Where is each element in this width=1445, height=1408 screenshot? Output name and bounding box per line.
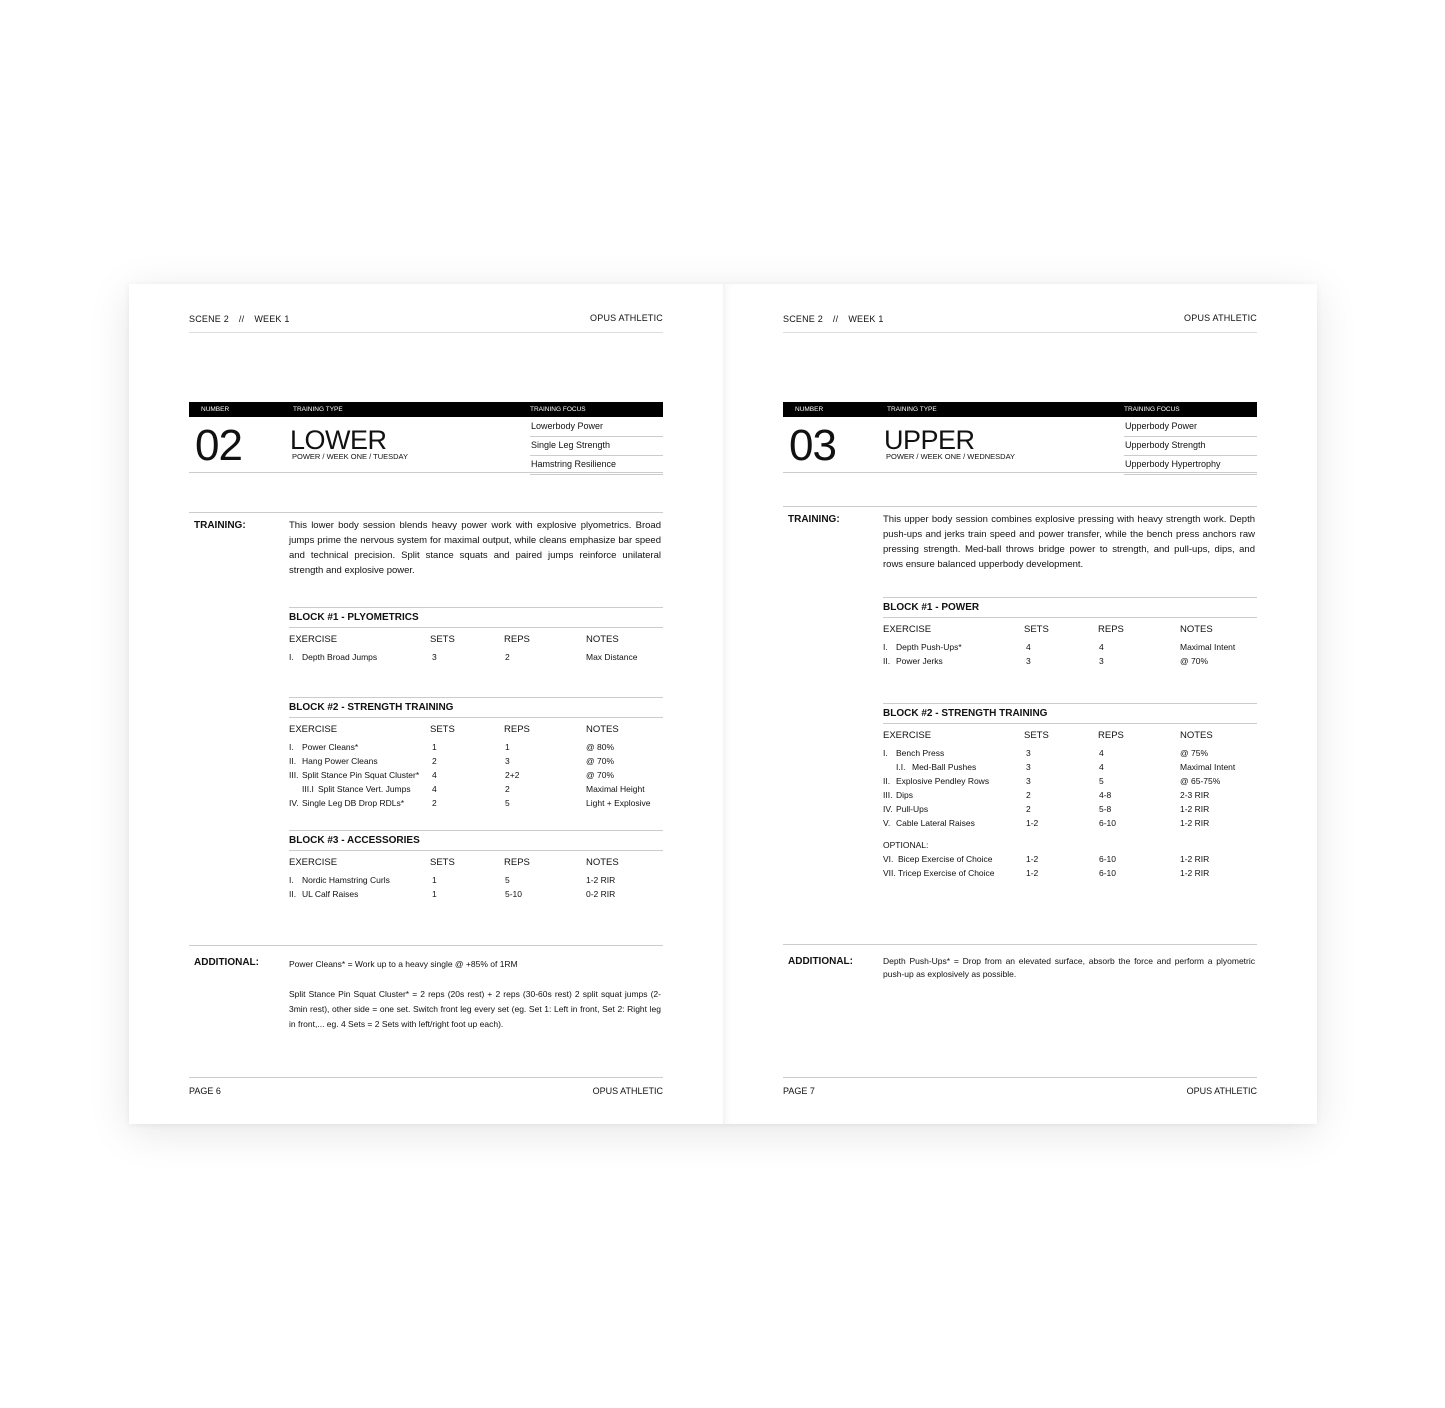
column-header-row — [883, 724, 1257, 746]
page-footer — [189, 1077, 663, 1098]
exercise-sets: 2 — [432, 798, 437, 808]
exercise-name: Pull-Ups — [896, 804, 929, 814]
exercise-number: IV. — [883, 804, 893, 814]
additional-note: Depth Push-Ups* = Drop from an elevated surface, absorb the force and perform a plyometric push-up as explosively as possible. — [883, 956, 1255, 979]
exercise-notes: Light + Explosive — [586, 798, 651, 808]
col-exercise: EXERCISE — [289, 634, 338, 645]
divider — [189, 472, 663, 473]
exercise-name: Bench Press — [896, 748, 945, 758]
brand-label: OPUS ATHLETIC — [1184, 313, 1257, 323]
brand-label: OPUS ATHLETIC — [590, 313, 663, 323]
focus-list — [1124, 418, 1257, 475]
divider — [783, 472, 1257, 473]
exercise-number: I.I. — [896, 762, 906, 772]
col-notes: NOTES — [1180, 730, 1213, 741]
exercise-notes: @ 70% — [586, 770, 615, 780]
exercise-sets: 4 — [1026, 642, 1031, 652]
col-reps: REPS — [504, 857, 530, 868]
page-number: PAGE 7 — [783, 1086, 815, 1096]
col-notes: NOTES — [586, 857, 619, 868]
exercise-reps: 2 — [505, 652, 510, 662]
header-separator: // — [238, 314, 245, 324]
col-reps: REPS — [504, 724, 530, 735]
exercise-row — [289, 740, 663, 754]
col-exercise: EXERCISE — [289, 857, 338, 868]
exercise-reps: 5 — [505, 798, 510, 808]
exercise-notes: @ 70% — [1180, 656, 1209, 666]
focus-item: Hamstring Resilience — [530, 456, 663, 475]
page-right — [723, 284, 1317, 1124]
block-title: BLOCK #1 - POWER — [883, 597, 1257, 618]
exercise-name: Depth Push-Ups* — [896, 642, 962, 652]
exercise-name: Bicep Exercise of Choice — [898, 854, 993, 864]
additional-label: ADDITIONAL: — [194, 957, 259, 968]
additional-note: Split Stance Pin Squat Cluster* = 2 reps (20s rest) + 2 reps (30-60s rest) 2 split squat jumps (2-3min rest), other side = one set. Switch front leg every set (eg. Set 1: Left in front, Set 2: Right leg in front,... eg. 4 Sets = 2 Sets with left/right foot up each). — [289, 989, 661, 1029]
exercise-sets: 4 — [432, 784, 437, 794]
brand-label: OPUS ATHLETIC — [1186, 1086, 1257, 1096]
exercise-number: III. — [883, 790, 893, 800]
session-id-bar — [189, 402, 663, 417]
session-title: UPPER — [884, 425, 975, 455]
page-header — [783, 312, 1257, 333]
exercise-notes: 1-2 RIR — [586, 875, 616, 885]
bar-focus-label: TRAINING FOCUS — [530, 406, 586, 413]
exercise-number: IV. — [289, 798, 299, 808]
exercise-notes: 1-2 RIR — [1180, 804, 1210, 814]
col-reps: REPS — [1098, 730, 1124, 741]
booklet-spread — [129, 284, 1317, 1124]
column-header-row — [289, 718, 663, 740]
page-footer — [783, 1077, 1257, 1098]
block-title: BLOCK #1 - PLYOMETRICS — [289, 607, 663, 628]
col-sets: SETS — [1024, 730, 1049, 741]
bar-type-label: TRAINING TYPE — [887, 406, 937, 413]
training-label: TRAINING: — [194, 520, 246, 531]
exercise-block — [883, 703, 1257, 880]
divider — [783, 506, 1257, 507]
focus-item: Lowerbody Power — [530, 418, 663, 437]
exercise-notes: Maximal Height — [586, 784, 645, 794]
block-title: BLOCK #3 - ACCESSORIES — [289, 830, 663, 851]
exercise-sets: 1 — [432, 889, 437, 899]
exercise-block — [289, 830, 663, 901]
exercise-number: V. — [883, 818, 891, 828]
session-subtitle: POWER / WEEK ONE / WEDNESDAY — [886, 452, 1016, 461]
exercise-number: II. — [289, 756, 297, 766]
column-header-row — [289, 628, 663, 650]
training-label: TRAINING: — [788, 514, 840, 525]
exercise-reps: 6-10 — [1099, 854, 1117, 864]
exercise-sets: 3 — [432, 652, 437, 662]
exercise-sets: 3 — [1026, 748, 1031, 758]
bar-focus-label: TRAINING FOCUS — [1124, 406, 1180, 413]
week-label: WEEK 1 — [254, 314, 290, 324]
exercise-reps: 6-10 — [1099, 818, 1117, 828]
exercise-notes: 2-3 RIR — [1180, 790, 1210, 800]
training-description: This upper body session combines explosive pressing with heavy strength work. Depth push-ups and jerks train speed and power transfer, while the bench press anchors raw pressing strength. Med-ball throws bridge power to strength, and pull-ups, dips, and rows ensure balanced upperbody development. — [883, 514, 1255, 570]
page-left — [129, 284, 723, 1124]
page-header — [189, 312, 663, 333]
additional-notes — [289, 957, 661, 1047]
block-title: BLOCK #2 - STRENGTH TRAINING — [289, 697, 663, 718]
exercise-number: I. — [883, 748, 888, 758]
exercise-row — [289, 796, 663, 810]
exercise-sets: 1-2 — [1026, 818, 1039, 828]
divider — [189, 945, 663, 946]
col-exercise: EXERCISE — [289, 724, 338, 735]
training-description: This lower body session blends heavy power work with explosive plyometrics. Broad jumps prime the nervous system for maximal output, while cleans emphasize bar speed and technical precision. Split stance squats and paired jumps reinforce unilateral strength and explosive power. — [289, 520, 661, 576]
exercise-row — [289, 768, 663, 782]
exercise-name: Power Cleans* — [302, 742, 359, 752]
exercise-name: Split Stance Vert. Jumps — [318, 784, 411, 794]
exercise-name: Split Stance Pin Squat Cluster* — [302, 770, 420, 780]
divider — [783, 944, 1257, 945]
col-sets: SETS — [1024, 624, 1049, 635]
exercise-row — [883, 866, 1257, 880]
exercise-sets: 1 — [432, 875, 437, 885]
exercise-row — [883, 802, 1257, 816]
bar-type-label: TRAINING TYPE — [293, 406, 343, 413]
exercise-notes: 1-2 RIR — [1180, 868, 1210, 878]
exercise-notes: 1-2 RIR — [1180, 854, 1210, 864]
page-number: PAGE 6 — [189, 1086, 221, 1096]
exercise-reps: 5-8 — [1099, 804, 1112, 814]
scene-label: SCENE 2 — [189, 314, 229, 324]
header-separator: // — [832, 314, 839, 324]
column-header-row — [883, 618, 1257, 640]
exercise-notes: 1-2 RIR — [1180, 818, 1210, 828]
block-title: BLOCK #2 - STRENGTH TRAINING — [883, 703, 1257, 724]
col-sets: SETS — [430, 857, 455, 868]
exercise-number: I. — [289, 742, 294, 752]
exercise-name: Explosive Pendley Rows — [896, 776, 990, 786]
exercise-notes: @ 65-75% — [1180, 776, 1221, 786]
exercise-reps: 6-10 — [1099, 868, 1117, 878]
col-sets: SETS — [430, 724, 455, 735]
exercise-row — [289, 782, 663, 796]
col-reps: REPS — [504, 634, 530, 645]
optional-label: OPTIONAL: — [883, 840, 929, 850]
exercise-reps: 5 — [1099, 776, 1104, 786]
additional-notes — [883, 955, 1255, 996]
divider — [189, 512, 663, 513]
exercise-name: Single Leg DB Drop RDLs* — [302, 798, 405, 808]
col-notes: NOTES — [586, 724, 619, 735]
exercise-row — [883, 760, 1257, 774]
exercise-notes: @ 70% — [586, 756, 615, 766]
session-number: 02 — [195, 421, 242, 470]
exercise-sets: 1-2 — [1026, 854, 1039, 864]
exercise-sets: 2 — [1026, 804, 1031, 814]
exercise-sets: 2 — [1026, 790, 1031, 800]
exercise-name: Nordic Hamstring Curls — [302, 875, 390, 885]
exercise-row — [883, 774, 1257, 788]
exercise-row — [289, 754, 663, 768]
col-notes: NOTES — [586, 634, 619, 645]
exercise-row — [289, 887, 663, 901]
exercise-row — [883, 816, 1257, 830]
exercise-sets: 4 — [432, 770, 437, 780]
exercise-number: I. — [289, 875, 294, 885]
exercise-reps: 3 — [1099, 656, 1104, 666]
exercise-notes: Maximal Intent — [1180, 762, 1236, 772]
exercise-reps: 4-8 — [1099, 790, 1112, 800]
exercise-block — [289, 607, 663, 664]
exercise-number: I. — [883, 642, 888, 652]
exercise-reps: 4 — [1099, 762, 1104, 772]
exercise-row — [883, 852, 1257, 866]
col-reps: REPS — [1098, 624, 1124, 635]
exercise-row — [883, 640, 1257, 654]
exercise-number: II. — [883, 776, 891, 786]
exercise-sets: 1 — [432, 742, 437, 752]
col-exercise: EXERCISE — [883, 730, 932, 741]
exercise-number: III.I — [302, 784, 314, 794]
focus-item: Single Leg Strength — [530, 437, 663, 456]
exercise-reps: 1 — [505, 742, 510, 752]
exercise-reps: 2 — [505, 784, 510, 794]
exercise-name: Med-Ball Pushes — [912, 762, 977, 772]
exercise-reps: 2+2 — [505, 770, 520, 780]
focus-item: Upperbody Power — [1124, 418, 1257, 437]
exercise-notes: Maximal Intent — [1180, 642, 1236, 652]
col-notes: NOTES — [1180, 624, 1213, 635]
brand-label: OPUS ATHLETIC — [592, 1086, 663, 1096]
exercise-row — [289, 873, 663, 887]
bar-number-label: NUMBER — [201, 406, 230, 413]
exercise-notes: @ 75% — [1180, 748, 1209, 758]
exercise-row — [289, 650, 663, 664]
session-id-bar — [783, 402, 1257, 417]
exercise-row — [883, 654, 1257, 668]
exercise-number: VII. — [883, 868, 896, 878]
exercise-block — [883, 597, 1257, 668]
focus-item: Upperbody Strength — [1124, 437, 1257, 456]
exercise-name: Power Jerks — [896, 656, 943, 666]
exercise-block — [289, 697, 663, 810]
exercise-number: II. — [289, 889, 297, 899]
exercise-name: Dips — [896, 790, 914, 800]
exercise-number: VI. — [883, 854, 894, 864]
exercise-sets: 3 — [1026, 776, 1031, 786]
exercise-name: Tricep Exercise of Choice — [898, 868, 995, 878]
exercise-number: III. — [289, 770, 299, 780]
exercise-number: II. — [883, 656, 891, 666]
additional-label: ADDITIONAL: — [788, 956, 853, 967]
session-subtitle: POWER / WEEK ONE / TUESDAY — [292, 452, 408, 461]
exercise-reps: 4 — [1099, 642, 1104, 652]
exercise-reps: 5-10 — [505, 889, 523, 899]
additional-note: Power Cleans* = Work up to a heavy single @ +85% of 1RM — [289, 959, 518, 969]
exercise-row — [883, 746, 1257, 760]
scene-label: SCENE 2 — [783, 314, 823, 324]
exercise-reps: 3 — [505, 756, 510, 766]
focus-item: Upperbody Hypertrophy — [1124, 456, 1257, 475]
exercise-notes: @ 80% — [586, 742, 615, 752]
focus-list — [530, 418, 663, 475]
exercise-name: Cable Lateral Raises — [896, 818, 975, 828]
exercise-name: Depth Broad Jumps — [302, 652, 378, 662]
exercise-notes: Max Distance — [586, 652, 638, 662]
exercise-number: I. — [289, 652, 294, 662]
session-number: 03 — [789, 421, 836, 470]
column-header-row — [289, 851, 663, 873]
bar-number-label: NUMBER — [795, 406, 824, 413]
exercise-name: UL Calf Raises — [302, 889, 359, 899]
col-sets: SETS — [430, 634, 455, 645]
exercise-reps: 5 — [505, 875, 510, 885]
session-title: LOWER — [290, 425, 387, 455]
col-exercise: EXERCISE — [883, 624, 932, 635]
exercise-name: Hang Power Cleans — [302, 756, 378, 766]
exercise-reps: 4 — [1099, 748, 1104, 758]
exercise-sets: 1-2 — [1026, 868, 1039, 878]
exercise-sets: 2 — [432, 756, 437, 766]
week-label: WEEK 1 — [848, 314, 884, 324]
exercise-sets: 3 — [1026, 656, 1031, 666]
exercise-row — [883, 788, 1257, 802]
exercise-notes: 0-2 RIR — [586, 889, 616, 899]
exercise-sets: 3 — [1026, 762, 1031, 772]
